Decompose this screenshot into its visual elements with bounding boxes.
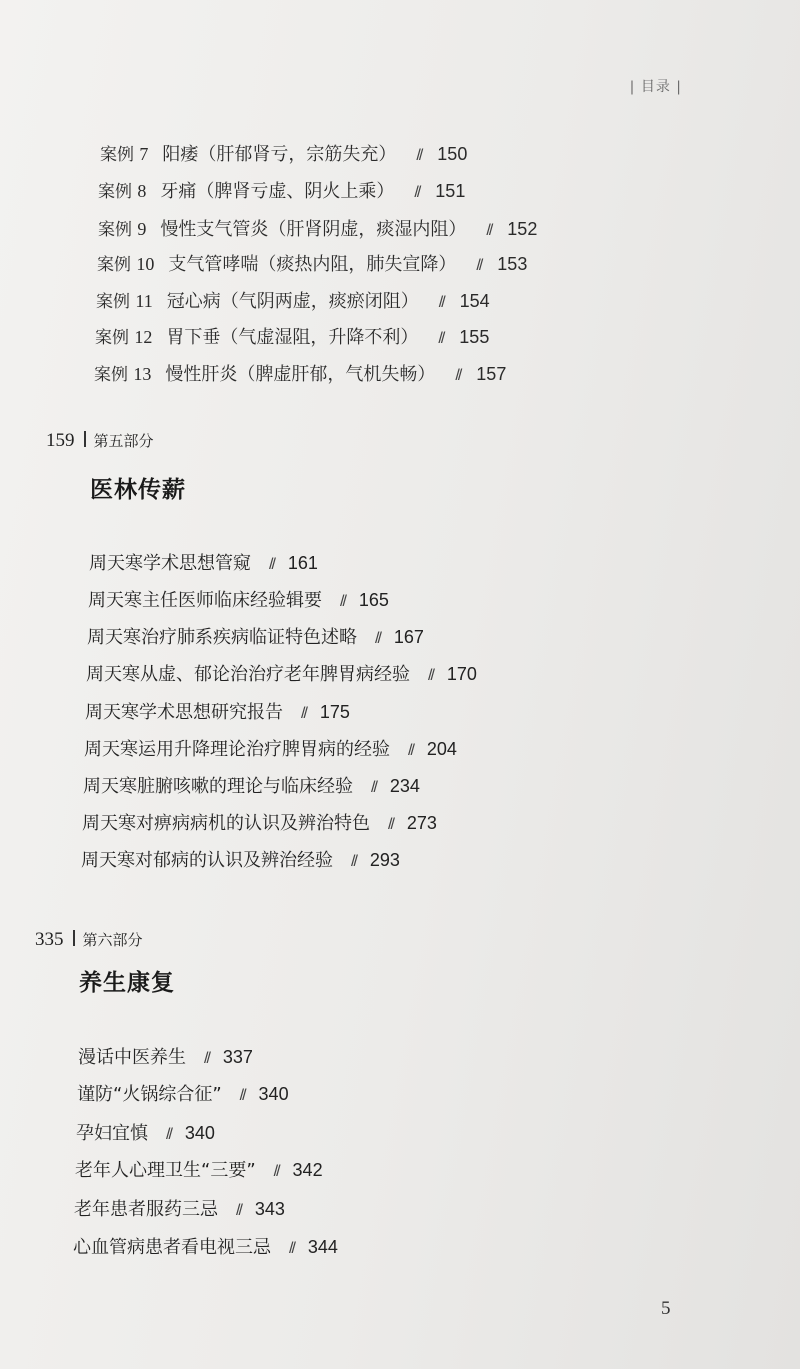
entry-title: 周天寒治疗肺系疾病临证特色述略 xyxy=(87,627,357,648)
entry-title: 周天寒主任医师临床经验辑要 xyxy=(88,590,322,611)
leader-separator: // xyxy=(416,147,422,164)
leader-separator: // xyxy=(239,1087,245,1104)
toc-entry[interactable] xyxy=(77,1080,289,1106)
case-label: 案例 xyxy=(97,255,131,275)
toc-entry[interactable] xyxy=(83,772,420,798)
entry-title: 周天寒运用升降理论治疗脾胃病的经验 xyxy=(84,739,390,760)
case-number xyxy=(97,250,154,275)
leader-separator: // xyxy=(408,742,413,759)
entry-title: 老年人心理卫生“三要” xyxy=(75,1160,256,1181)
page-number: 161 xyxy=(287,553,318,573)
page-number: 343 xyxy=(254,1199,285,1219)
case-number xyxy=(94,360,151,385)
case-title: 慢性支气管炎（肝肾阴虚，痰湿内阻） xyxy=(160,219,467,240)
toc-case-row[interactable] xyxy=(98,177,465,203)
toc-case-row[interactable] xyxy=(96,287,490,313)
page-number: 153 xyxy=(497,254,528,274)
entry-title: 周天寒从虚、郁论治治疗老年脾胃病经验 xyxy=(86,664,410,685)
entry-title: 周天寒对郁病的认识及辨治经验 xyxy=(81,850,333,871)
page-number: 273 xyxy=(406,813,437,833)
leader-separator: // xyxy=(486,222,492,239)
leader-separator: // xyxy=(351,853,356,870)
toc-entry[interactable] xyxy=(87,623,424,649)
case-label: 案例 xyxy=(94,365,128,385)
leader-separator: // xyxy=(204,1050,209,1067)
case-num: 12 xyxy=(134,327,153,347)
leader-separator: // xyxy=(375,630,380,647)
case-num: 9 xyxy=(137,219,147,239)
leader-separator: // xyxy=(388,816,393,833)
leader-separator: // xyxy=(273,1163,279,1180)
toc-entry[interactable] xyxy=(78,1043,253,1069)
toc-entry[interactable] xyxy=(81,846,400,872)
entry-title: 心血管病患者看电视三忌 xyxy=(73,1237,271,1258)
page-number: 340 xyxy=(184,1123,215,1143)
toc-entry[interactable] xyxy=(73,1233,338,1259)
page-number: 154 xyxy=(459,291,490,311)
leader-separator: // xyxy=(438,330,444,347)
toc-entry[interactable] xyxy=(88,586,389,612)
entry-title: 老年患者服药三忌 xyxy=(74,1199,218,1220)
case-number xyxy=(98,177,146,202)
page-number: 175 xyxy=(319,702,350,722)
page-number: 340 xyxy=(258,1084,289,1104)
case-label: 案例 xyxy=(95,328,129,348)
page-number: 170 xyxy=(446,664,477,684)
part-page-number: 335 xyxy=(35,929,64,950)
case-number xyxy=(95,323,152,348)
leader-separator: // xyxy=(269,556,274,573)
entry-title: 周天寒学术思想管窥 xyxy=(89,553,251,574)
part-title: 养生康复 xyxy=(79,970,175,996)
page-number: 167 xyxy=(393,627,424,647)
case-title: 冠心病（气阴两虚，痰瘀闭阻） xyxy=(166,291,419,312)
toc-case-row[interactable] xyxy=(100,140,467,166)
page-number: 293 xyxy=(369,850,400,870)
case-label: 案例 xyxy=(98,220,132,240)
case-num: 13 xyxy=(133,364,152,384)
part-heading[interactable] xyxy=(35,929,143,951)
entry-title: 漫话中医养生 xyxy=(78,1047,186,1068)
entry-title: 周天寒学术思想研究报告 xyxy=(85,702,283,723)
part-label: 第五部分 xyxy=(93,432,154,450)
case-label: 案例 xyxy=(100,145,134,165)
page-number: 165 xyxy=(358,590,389,610)
page-number: 344 xyxy=(307,1237,338,1257)
toc-entry[interactable] xyxy=(76,1119,215,1145)
case-number xyxy=(100,140,148,165)
case-title: 胃下垂（气虚湿阻，升降不利） xyxy=(166,327,419,348)
part-page-number: 159 xyxy=(46,430,75,451)
toc-case-row[interactable] xyxy=(94,360,506,386)
leader-separator: // xyxy=(340,593,345,610)
leader-separator: // xyxy=(438,294,444,311)
case-num: 7 xyxy=(139,144,149,164)
toc-entry[interactable] xyxy=(84,735,457,761)
page-number: 342 xyxy=(292,1160,323,1180)
leader-separator: // xyxy=(289,1240,294,1257)
toc-entry[interactable] xyxy=(89,549,318,575)
entry-title: 周天寒对痹病病机的认识及辨治特色 xyxy=(82,813,370,834)
part-title: 医林传薪 xyxy=(90,477,186,503)
page-number: 204 xyxy=(426,739,457,759)
page-number: 150 xyxy=(437,144,468,164)
page-number: 337 xyxy=(222,1047,253,1067)
folio-page-number: 5 xyxy=(661,1298,671,1319)
page-number: 157 xyxy=(476,364,507,384)
part-label: 第六部分 xyxy=(82,931,143,949)
entry-title: 周天寒脏腑咳嗽的理论与临床经验 xyxy=(83,776,353,797)
toc-case-row[interactable] xyxy=(95,323,489,349)
case-num: 11 xyxy=(135,291,153,311)
case-title: 慢性肝炎（脾虚肝郁，气机失畅） xyxy=(165,364,436,385)
case-title: 支气管哮喘（痰热内阻，肺失宣降） xyxy=(168,254,457,275)
toc-entry[interactable] xyxy=(75,1156,323,1182)
leader-separator: // xyxy=(414,184,420,201)
leader-separator: // xyxy=(455,367,461,384)
case-label: 案例 xyxy=(96,292,130,312)
toc-case-row[interactable] xyxy=(98,215,537,241)
leader-separator: // xyxy=(236,1202,241,1219)
page-number: 155 xyxy=(459,327,490,347)
leader-separator: // xyxy=(301,705,306,722)
running-head: | 目录 | xyxy=(629,79,682,95)
page-number: 152 xyxy=(507,219,538,239)
case-num: 10 xyxy=(136,254,155,274)
case-number xyxy=(96,287,153,312)
entry-title: 孕妇宜慎 xyxy=(76,1123,148,1144)
case-number xyxy=(98,215,146,240)
toc-entry[interactable] xyxy=(85,698,350,724)
case-title: 阳痿（肝郁肾亏，宗筋失充） xyxy=(162,144,397,165)
entry-title: 谨防“火锅综合征” xyxy=(77,1084,222,1105)
leader-separator: // xyxy=(371,779,376,796)
leader-separator: // xyxy=(476,257,482,274)
leader-separator: // xyxy=(428,667,433,684)
toc-entry[interactable] xyxy=(86,660,477,686)
part-divider xyxy=(84,431,86,447)
case-title: 牙痛（脾肾亏虚、阴火上乘） xyxy=(160,181,395,202)
part-divider xyxy=(73,930,75,946)
case-label: 案例 xyxy=(98,182,132,202)
part-heading[interactable] xyxy=(46,430,154,452)
toc-entry[interactable] xyxy=(82,809,437,835)
case-num: 8 xyxy=(137,181,147,201)
leader-separator: // xyxy=(166,1126,171,1143)
toc-case-row[interactable] xyxy=(97,250,527,276)
page-number: 234 xyxy=(389,776,420,796)
page-number: 151 xyxy=(435,181,466,201)
toc-entry[interactable] xyxy=(74,1195,285,1221)
